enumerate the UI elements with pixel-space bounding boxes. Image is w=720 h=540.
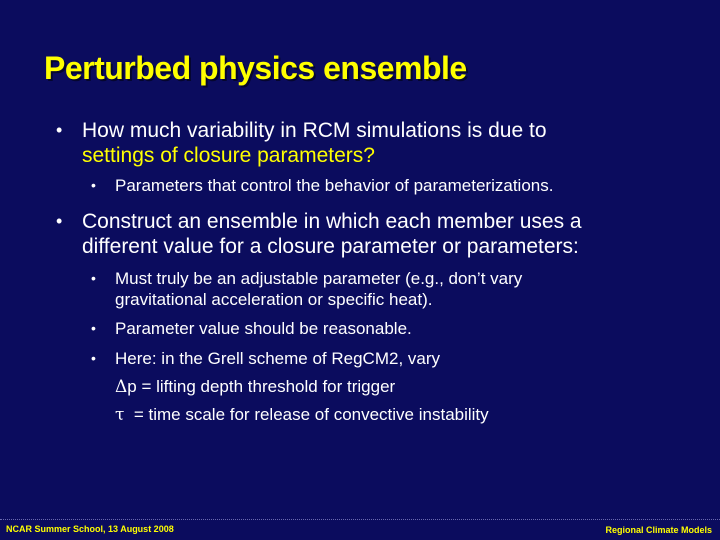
bullet-2-sub-1 <box>91 268 705 310</box>
bullet-2-sub-1-line2: gravitational acceleration or specific heat). <box>115 290 433 309</box>
bullet-2-line1: Construct an ensemble in which each member uses a <box>82 210 582 233</box>
bullet-dot: • <box>91 270 96 286</box>
slide-title: Perturbed physics ensemble <box>44 50 467 86</box>
delta-symbol: Δ <box>115 377 128 397</box>
footer-right: Regional Climate Models <box>605 525 712 535</box>
bullet-1-sub-1 <box>91 175 705 196</box>
footer-left: NCAR Summer School, 13 August 2008 <box>6 524 174 534</box>
bullet-2 <box>56 209 702 259</box>
bullet-1-line1: How much variability in RCM simulations is due to <box>82 119 547 142</box>
bullet-1 <box>56 118 702 168</box>
bullet-2-line2: different value for a closure parameter or parameters: <box>82 235 579 258</box>
bullet-dot: • <box>56 211 63 231</box>
bullet-dot: • <box>91 350 96 366</box>
definition-tau-text: = time scale for release of convective instability <box>124 405 489 424</box>
bullet-2-sub-2-text: Parameter value should be reasonable. <box>115 319 412 338</box>
bullet-2-sub-2 <box>91 318 705 339</box>
bullet-dot: • <box>91 177 96 193</box>
bullet-1-sub-1-text: Parameters that control the behavior of parameterizations. <box>115 176 554 195</box>
bullet-1-highlight: settings of closure parameters? <box>82 144 375 167</box>
footer-divider <box>0 519 720 520</box>
bullet-dot: • <box>91 320 96 336</box>
definition-delta-p <box>115 376 705 398</box>
bullet-2-sub-3-text: Here: in the Grell scheme of RegCM2, vary <box>115 349 441 368</box>
bullet-dot: • <box>56 120 63 140</box>
definition-delta-p-text: p = lifting depth threshold for trigger <box>127 377 396 396</box>
bullet-2-sub-3 <box>91 348 705 369</box>
tau-symbol: τ <box>115 405 125 425</box>
bullet-2-sub-1-line1: Must truly be an adjustable parameter (e.g., don’t vary <box>115 269 523 288</box>
definition-tau <box>115 404 705 426</box>
